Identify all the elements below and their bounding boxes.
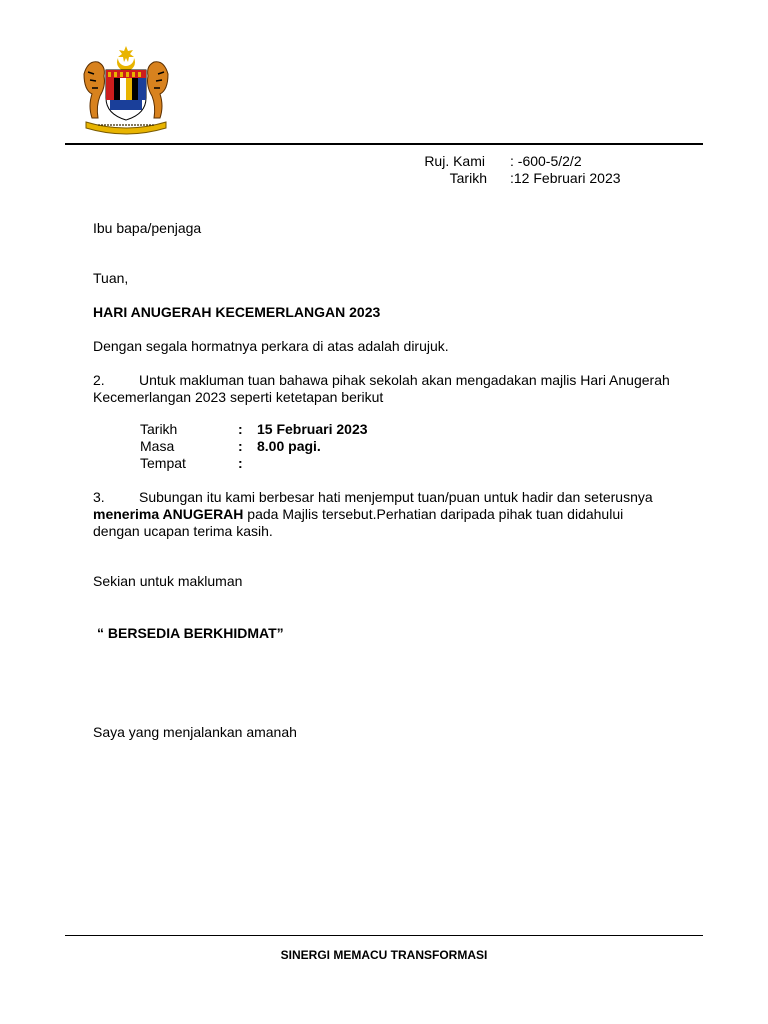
details-label: Tempat — [140, 455, 186, 471]
closing: Sekian untuk makluman — [93, 573, 243, 589]
paragraph-3-emphasis: menerima ANUGERAH — [93, 506, 244, 522]
footer-divider — [65, 935, 703, 936]
motto: “ BERSEDIA BERKHIDMAT” — [97, 625, 284, 641]
salutation: Tuan, — [93, 270, 129, 286]
paragraph-2-text: Untuk makluman tuan bahawa pihak sekolah akan mengadakan majlis Hari Anugerah Kecemerlangan 2023 seperti ketetapan berikut — [93, 372, 670, 405]
paragraph-3-number: 3. — [93, 489, 105, 505]
details-colon: : — [238, 455, 243, 471]
opening-paragraph: Dengan segala hormatnya perkara di atas adalah dirujuk. — [93, 338, 449, 354]
header-divider — [65, 143, 703, 145]
details-value: 8.00 pagi. — [257, 438, 321, 454]
paragraph-3-text-b: pada Majlis tersebut.Perhatian daripada pihak tuan didahului dengan ucapan terima kasih. — [93, 506, 624, 539]
ref-value: : -600-5/2/2 — [510, 153, 582, 169]
details-label: Tarikh — [140, 421, 178, 437]
details-colon: : — [238, 438, 243, 454]
paragraph-3 — [93, 489, 673, 540]
details-colon: : — [238, 421, 243, 437]
ref-label: Ruj. Kami — [424, 153, 485, 169]
signoff: Saya yang menjalankan amanah — [93, 724, 297, 740]
paragraph-2 — [93, 372, 673, 406]
recipient: Ibu bapa/penjaga — [93, 220, 202, 236]
details-value: 15 Februari 2023 — [257, 421, 368, 437]
paragraph-2-number: 2. — [93, 372, 105, 388]
date-label: Tarikh — [449, 170, 487, 186]
date-value: :12 Februari 2023 — [510, 170, 621, 186]
subject-heading: HARI ANUGERAH KECEMERLANGAN 2023 — [93, 304, 381, 320]
footer-slogan: SINERGI MEMACU TRANSFORMASI — [280, 948, 488, 962]
coat-of-arms-logo — [78, 44, 174, 136]
details-label: Masa — [140, 438, 175, 454]
paragraph-3-text-a: Subungan itu kami berbesar hati menjemput tuan/puan untuk hadir dan seterusnya — [139, 489, 653, 505]
